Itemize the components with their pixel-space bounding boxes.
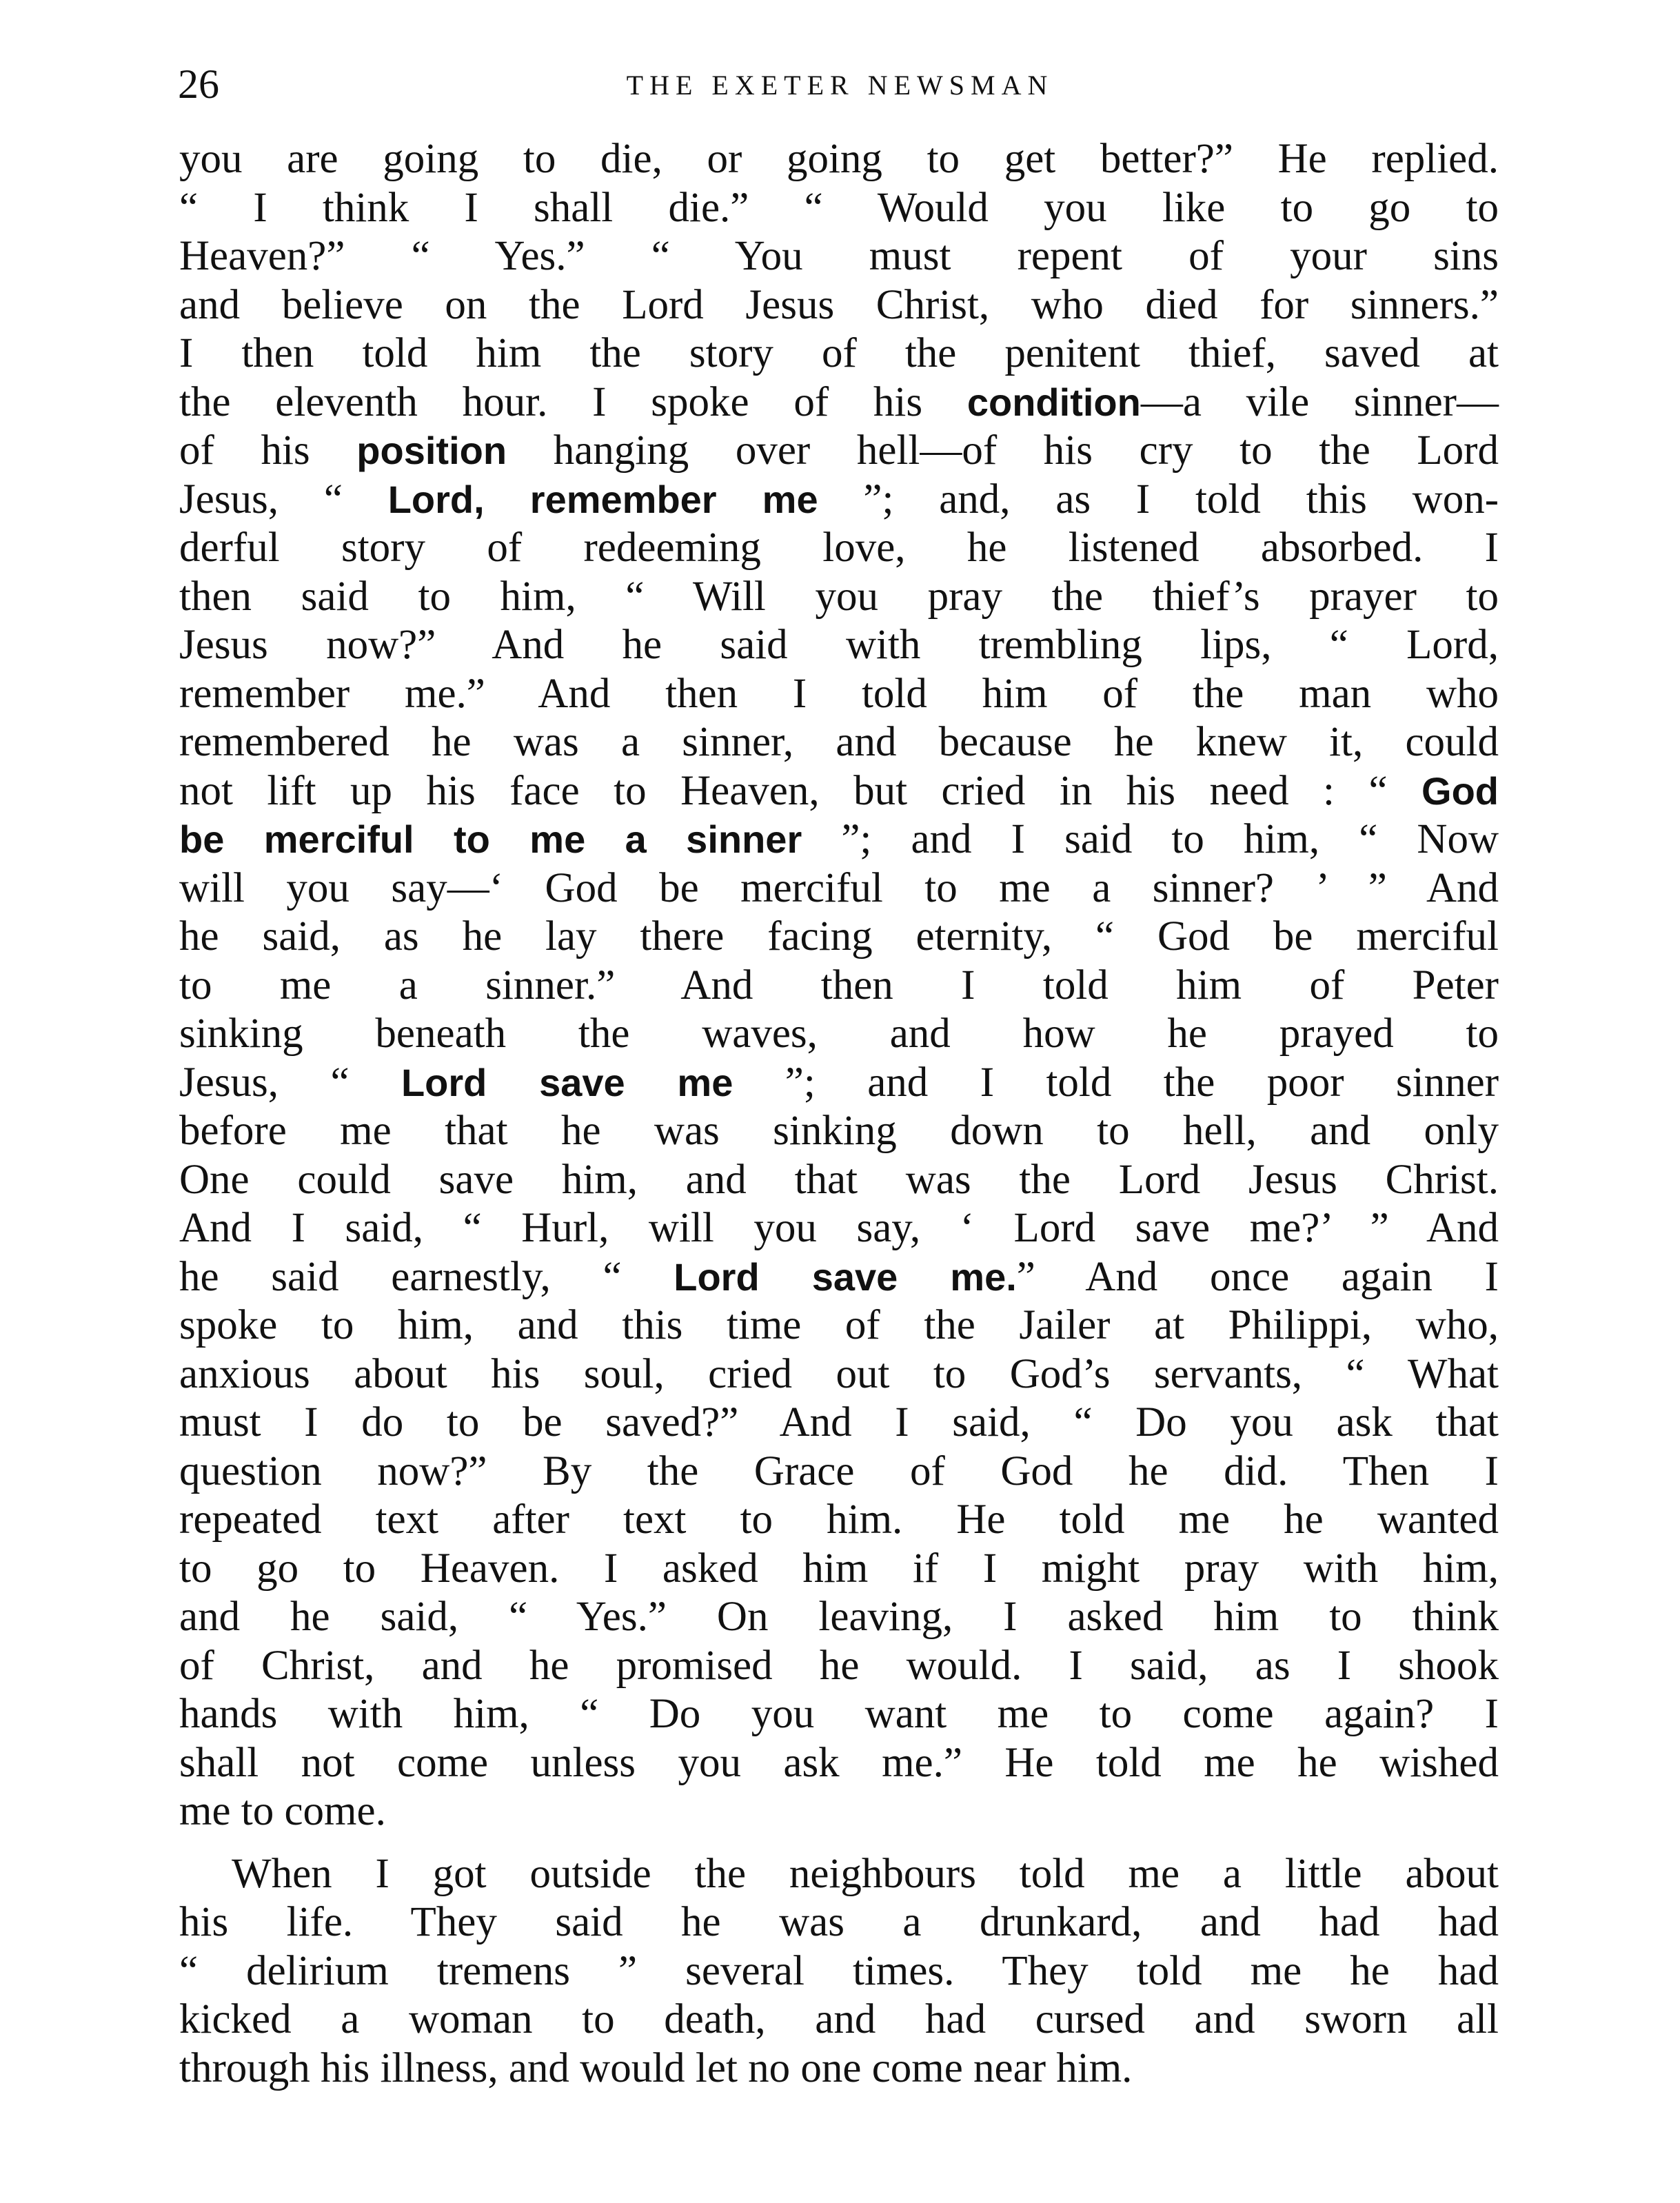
text-segment: not lift up his face to Heaven, but cried in his need : “ xyxy=(179,767,1422,814)
text-segment: question now?” By the Grace of God he did. Then I xyxy=(179,1448,1499,1494)
text-segment: One could save him, and that was the Lord Jesus Christ. xyxy=(179,1156,1499,1203)
text-line xyxy=(179,1204,1499,1253)
text-line xyxy=(179,184,1499,233)
paragraph xyxy=(179,1850,1499,2093)
text-segment: before me that he was sinking down to hell, and only xyxy=(179,1108,1499,1154)
text-line xyxy=(179,1642,1499,1691)
text-line xyxy=(179,1010,1499,1059)
text-segment: kicked a woman to death, and had cursed and sworn all xyxy=(179,1996,1499,2042)
text-segment: his life. They said he was a drunkard, and had had xyxy=(179,1899,1499,1945)
text-line xyxy=(179,913,1499,962)
text-segment: I then told him the story of the penitent thief, saved at xyxy=(179,330,1499,376)
text-segment: the eleventh hour. I spoke of his xyxy=(179,378,967,425)
text-line xyxy=(179,1593,1499,1642)
text-segment: you are going to die, or going to get better?” He replied. xyxy=(179,136,1499,182)
text-segment: Jesus, “ xyxy=(179,1059,401,1106)
text-line xyxy=(179,1947,1499,1996)
text-segment: “ delirium tremens ” several times. They told me he had xyxy=(179,1947,1499,1994)
text-line xyxy=(179,1787,1499,1836)
text-line xyxy=(179,1996,1499,2044)
text-segment: of Christ, and he promised he would. I said, as I shook xyxy=(179,1642,1499,1689)
text-segment: And I said, “ Hurl, will you say, ‘ Lord save me?’ ” And xyxy=(179,1205,1499,1251)
text-line xyxy=(179,815,1499,864)
text-line xyxy=(179,1399,1499,1448)
text-segment: Jesus now?” And he said with trembling lips, “ Lord, xyxy=(179,622,1499,668)
text-line xyxy=(179,1107,1499,1156)
text-segment: repeated text after text to him. He told me he wanted xyxy=(179,1496,1499,1543)
text-segment: ”; and I told the poor sinner xyxy=(733,1059,1499,1106)
bold-text: Lord, remember me xyxy=(387,477,818,521)
text-line xyxy=(179,767,1499,816)
bold-text: condition xyxy=(966,380,1141,424)
text-line xyxy=(179,1690,1499,1739)
text-segment: anxious about his soul, cried out to God’s servants, “ What xyxy=(179,1350,1499,1397)
text-segment: to go to Heaven. I asked him if I might pray with him, xyxy=(179,1545,1499,1592)
text-segment: must I do to be saved?” And I said, “ Do you ask that xyxy=(179,1399,1499,1445)
text-line xyxy=(179,524,1499,573)
text-line xyxy=(179,1059,1499,1108)
text-segment: ”; and I said to him, “ Now xyxy=(802,816,1499,862)
text-line xyxy=(179,281,1499,330)
text-segment: through his illness, and would let no one come near him. xyxy=(179,2044,1133,2091)
bold-text: position xyxy=(356,429,507,472)
bold-text: be merciful to me a sinner xyxy=(179,818,802,861)
text-line xyxy=(179,135,1499,184)
text-line xyxy=(179,476,1499,525)
text-line xyxy=(179,1448,1499,1496)
text-segment: Heaven?” “ Yes.” “ You must repent of your sins xyxy=(179,233,1499,279)
running-title: THE EXETER NEWSMAN xyxy=(626,70,1054,101)
text-line xyxy=(179,864,1499,913)
text-segment: of his xyxy=(179,427,357,474)
text-line xyxy=(179,1898,1499,1947)
text-line xyxy=(179,1739,1499,1788)
bold-text: Lord save me. xyxy=(674,1255,1017,1299)
text-segment: he said earnestly, “ xyxy=(179,1253,674,1300)
text-line xyxy=(179,1850,1499,1899)
text-line xyxy=(179,670,1499,719)
text-segment: remember me.” And then I told him of the man who xyxy=(179,670,1499,717)
text-segment: Jesus, “ xyxy=(179,476,388,522)
text-line xyxy=(179,329,1499,378)
text-segment: —a vile sinner— xyxy=(1140,378,1499,425)
text-line xyxy=(179,2044,1499,2093)
text-line xyxy=(179,232,1499,281)
body-text xyxy=(179,135,1499,2093)
text-line xyxy=(179,1545,1499,1594)
text-segment: and believe on the Lord Jesus Christ, who died for sinners.” xyxy=(179,281,1499,328)
text-line xyxy=(179,1350,1499,1399)
text-segment: derful story of redeeming love, he listened absorbed. I xyxy=(179,525,1499,571)
text-segment: ”; and, as I told this won- xyxy=(818,476,1499,522)
text-line xyxy=(179,1253,1499,1302)
paragraph-gap xyxy=(179,1836,1499,1850)
text-segment: me to come. xyxy=(179,1788,386,1834)
text-line xyxy=(179,573,1499,622)
text-segment: hands with him, “ Do you want me to come again? I xyxy=(179,1691,1499,1737)
text-segment: will you say—‘ God be merciful to me a sinner? ’ ” And xyxy=(179,864,1499,911)
text-line xyxy=(179,378,1499,427)
text-segment: to me a sinner.” And then I told him of Peter xyxy=(179,962,1499,1008)
bold-text: God xyxy=(1421,769,1499,813)
page-number: 26 xyxy=(178,61,219,107)
text-segment: and he said, “ Yes.” On leaving, I asked him to think xyxy=(179,1594,1499,1640)
text-segment: hanging over hell—of his cry to the Lord xyxy=(507,427,1499,474)
text-segment: spoke to him, and this time of the Jailer at Philippi, who, xyxy=(179,1302,1499,1348)
text-line xyxy=(179,962,1499,1011)
text-segment: he said, as he lay there facing eternity, “ God be merciful xyxy=(179,913,1499,960)
text-line xyxy=(179,1156,1499,1205)
text-segment: ” And once again I xyxy=(1016,1253,1499,1300)
text-segment: “ I think I shall die.” “ Would you like to go to xyxy=(179,184,1499,231)
text-segment: then said to him, “ Will you pray the thief’s prayer to xyxy=(179,573,1499,620)
text-segment: When I got outside the neighbours told me a little about xyxy=(232,1850,1499,1897)
text-line xyxy=(179,718,1499,767)
text-line xyxy=(179,621,1499,670)
text-segment: sinking beneath the waves, and how he prayed to xyxy=(179,1011,1499,1057)
text-line xyxy=(179,1301,1499,1350)
text-line xyxy=(179,427,1499,476)
text-segment: remembered he was a sinner, and because he knew it, could xyxy=(179,719,1499,765)
text-segment: shall not come unless you ask me.” He told me he wished xyxy=(179,1739,1499,1786)
bold-text: Lord save me xyxy=(401,1060,733,1104)
paragraph xyxy=(179,135,1499,1836)
text-line xyxy=(179,1496,1499,1545)
